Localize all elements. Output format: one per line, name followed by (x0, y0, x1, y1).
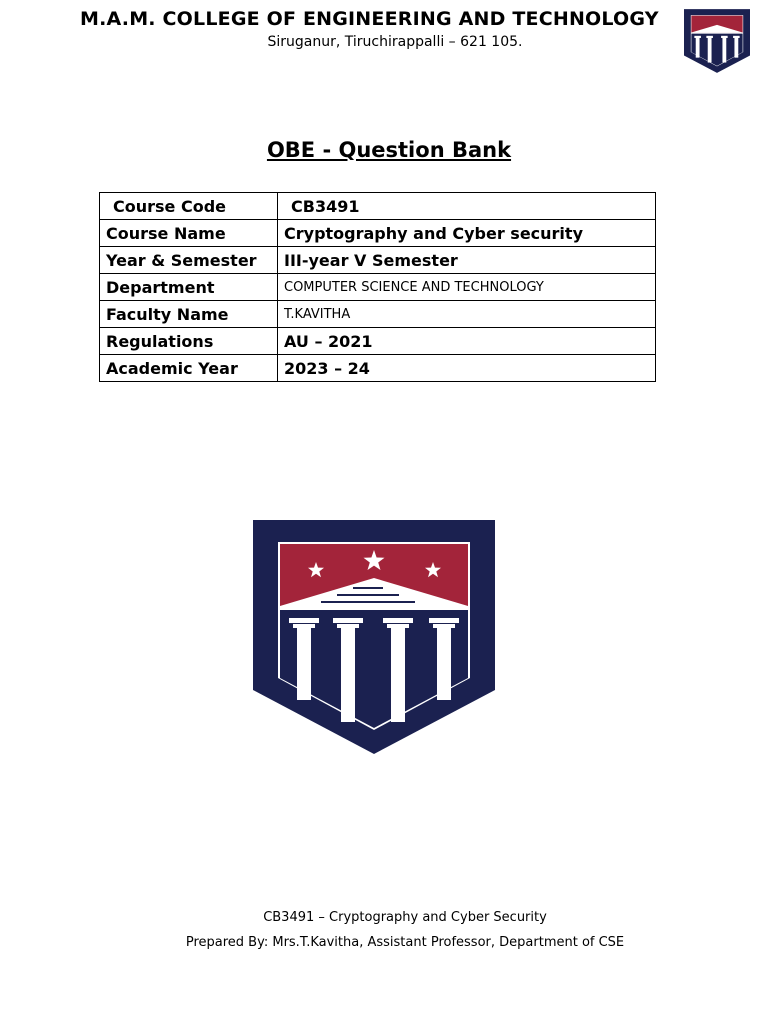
course-info-table (99, 192, 656, 382)
department-label: Department (100, 274, 278, 301)
college-logo-small-icon (684, 6, 750, 76)
academic-year-value: 2023 – 24 (278, 355, 656, 382)
year-semester-value: III-year V Semester (278, 247, 656, 274)
college-logo-large-icon (253, 520, 495, 754)
college-name: M.A.M. COLLEGE OF ENGINEERING AND TECHNOLOGY (80, 8, 659, 30)
academic-year-label: Academic Year (100, 355, 278, 382)
course-name-value: Cryptography and Cyber security (278, 220, 656, 247)
table-row (100, 193, 656, 220)
faculty-name-value: T.KAVITHA (278, 301, 656, 328)
table-row (100, 301, 656, 328)
course-code-label: Course Code (100, 193, 278, 220)
department-value: COMPUTER SCIENCE AND TECHNOLOGY (278, 274, 656, 301)
course-name-label: Course Name (100, 220, 278, 247)
faculty-name-label: Faculty Name (100, 301, 278, 328)
table-row (100, 355, 656, 382)
table-row (100, 220, 656, 247)
table-row (100, 274, 656, 301)
footer-course-line: CB3491 – Cryptography and Cyber Security (263, 910, 547, 925)
footer-prepared-by: Prepared By: Mrs.T.Kavitha, Assistant Professor, Department of CSE (185, 935, 625, 950)
course-code-value: CB3491 (278, 193, 656, 220)
college-address: Siruganur, Tiruchirappalli – 621 105. (267, 34, 523, 50)
regulations-label: Regulations (100, 328, 278, 355)
table-row (100, 247, 656, 274)
document-title: OBE - Question Bank (266, 138, 512, 162)
regulations-value: AU – 2021 (278, 328, 656, 355)
table-row (100, 328, 656, 355)
year-semester-label: Year & Semester (100, 247, 278, 274)
